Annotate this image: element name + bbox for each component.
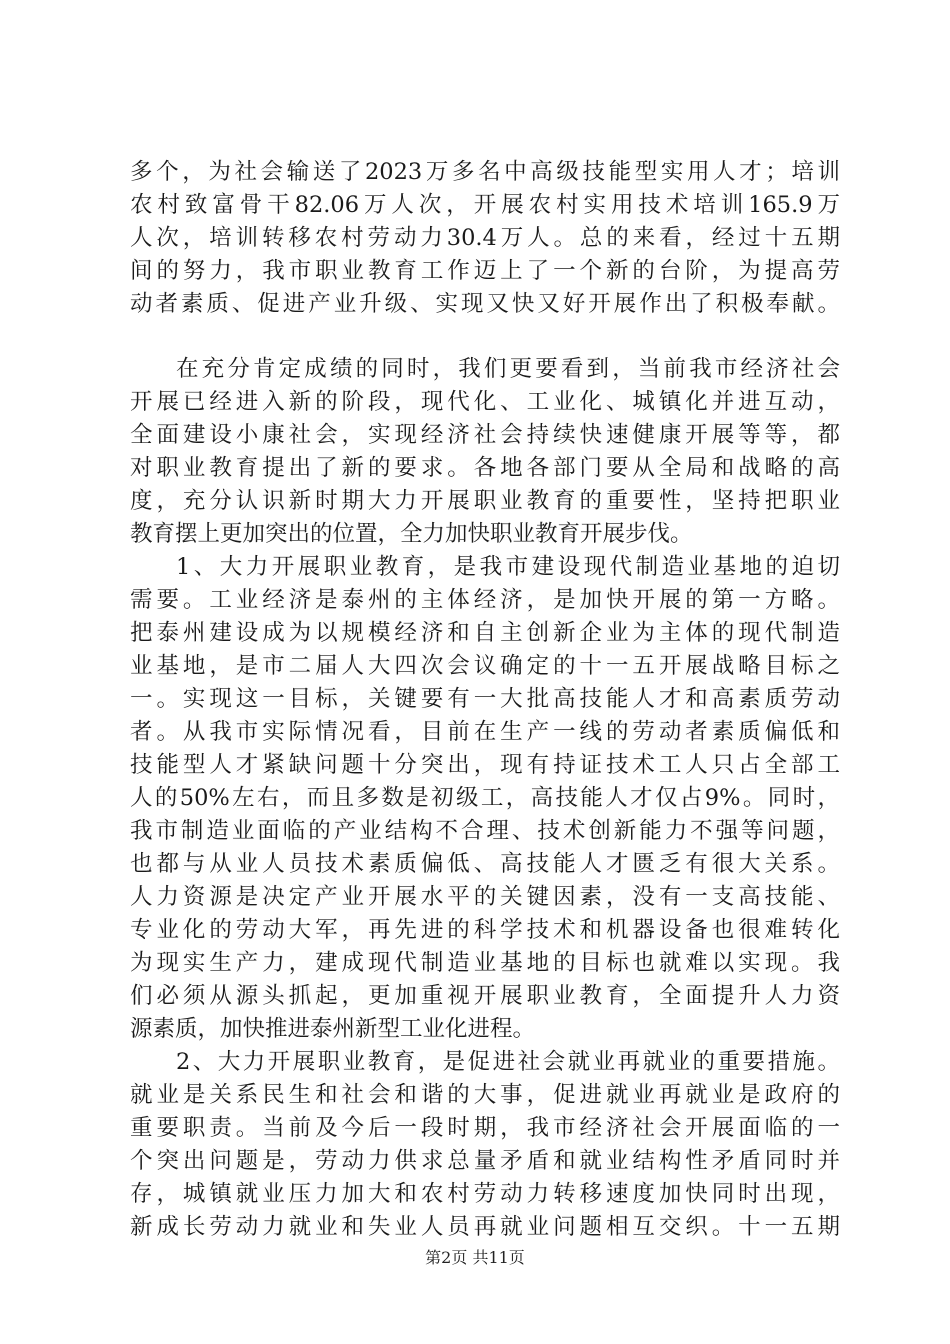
text-line: 度，充分认识新时期大力开展职业教育的重要性，坚持把职业	[130, 488, 840, 514]
text-line: 间的努力，我市职业教育工作迈上了一个新的台阶，为提高劳	[130, 258, 840, 284]
text-line: 们必须从源头抓起，更加重视开展职业教育，全面提升人力资	[130, 983, 840, 1009]
text-line: 新成长劳动力就业和失业人员再就业问题相互交织。十一五期	[130, 1214, 840, 1240]
text-line: 全面建设小康社会，实现经济社会持续快速健康开展等等，都	[130, 422, 840, 448]
text-line: 存，城镇就业压力加大和农村劳动力转移速度加快同时出现，	[130, 1181, 840, 1207]
text-line: 教育摆上更加突出的位置，全力加快职业教育开展步伐。	[130, 521, 693, 547]
text-line: 者。从我市实际情况看，目前在生产一线的劳动者素质偏低和	[130, 719, 840, 745]
text-line: 需要。工业经济是泰州的主体经济，是加快开展的第一方略。	[130, 587, 840, 613]
body-text	[130, 156, 840, 1244]
text-line: 1、大力开展职业教育，是我市建设现代制造业基地的迫切	[176, 554, 840, 580]
paragraph-gap	[130, 321, 840, 353]
text-line: 业基地，是市二届人大四次会议确定的十一五开展战略目标之	[130, 653, 840, 679]
text-line: 在充分肯定成绩的同时，我们更要看到，当前我市经济社会	[176, 356, 840, 382]
paragraph	[130, 551, 840, 1046]
text-line: 人力资源是决定产业开展水平的关键因素，没有一支高技能、	[130, 884, 840, 910]
paragraph	[130, 156, 840, 321]
text-line: 就业是关系民生和社会和谐的大事，促进就业再就业是政府的	[130, 1082, 840, 1108]
text-line: 个突出问题是，劳动力供求总量矛盾和就业结构性矛盾同时并	[130, 1148, 840, 1174]
page-footer: 第2页 共11页	[425, 1248, 525, 1267]
text-line: 把泰州建设成为以规模经济和自主创新企业为主体的现代制造	[130, 620, 840, 646]
text-line: 也都与从业人员技术素质偏低、高技能人才匮乏有很大关系。	[130, 851, 840, 877]
text-line: 多个，为社会输送了2023万多名中高级技能型实用人才；培训	[130, 159, 840, 185]
text-line: 我市制造业面临的产业结构不合理、技术创新能力不强等问题，	[130, 818, 840, 844]
text-line: 专业化的劳动大军，再先进的科学技术和机器设备也很难转化	[130, 917, 840, 943]
text-line: 一。实现这一目标，关键要有一大批高技能人才和高素质劳动	[130, 686, 840, 712]
text-line: 动者素质、促进产业升级、实现又快又好开展作出了积极奉献。	[130, 291, 840, 317]
text-line: 重要职责。当前及今后一段时期，我市经济社会开展面临的一	[130, 1115, 840, 1141]
paragraph	[130, 1046, 840, 1244]
text-line: 技能型人才紧缺问题十分突出，现有持证技术工人只占全部工	[130, 752, 840, 778]
text-line: 2、大力开展职业教育，是促进社会就业再就业的重要措施。	[176, 1049, 840, 1075]
text-line: 开展已经进入新的阶段，现代化、工业化、城镇化并进互动，	[130, 389, 840, 415]
text-line: 对职业教育提出了新的要求。各地各部门要从全局和战略的高	[130, 455, 840, 481]
text-line: 农村致富骨干82.06万人次，开展农村实用技术培训165.9万	[130, 192, 840, 218]
text-line: 人次，培训转移农村劳动力30.4万人。总的来看，经过十五期	[130, 225, 840, 251]
text-line: 人的50%左右，而且多数是初级工，高技能人才仅占9%。同时，	[130, 785, 840, 811]
text-line: 源素质，加快推进泰州新型工业化进程。	[130, 1016, 536, 1042]
paragraph	[130, 353, 840, 551]
text-line: 为现实生产力，建成现代制造业基地的目标也就难以实现。我	[130, 950, 840, 976]
